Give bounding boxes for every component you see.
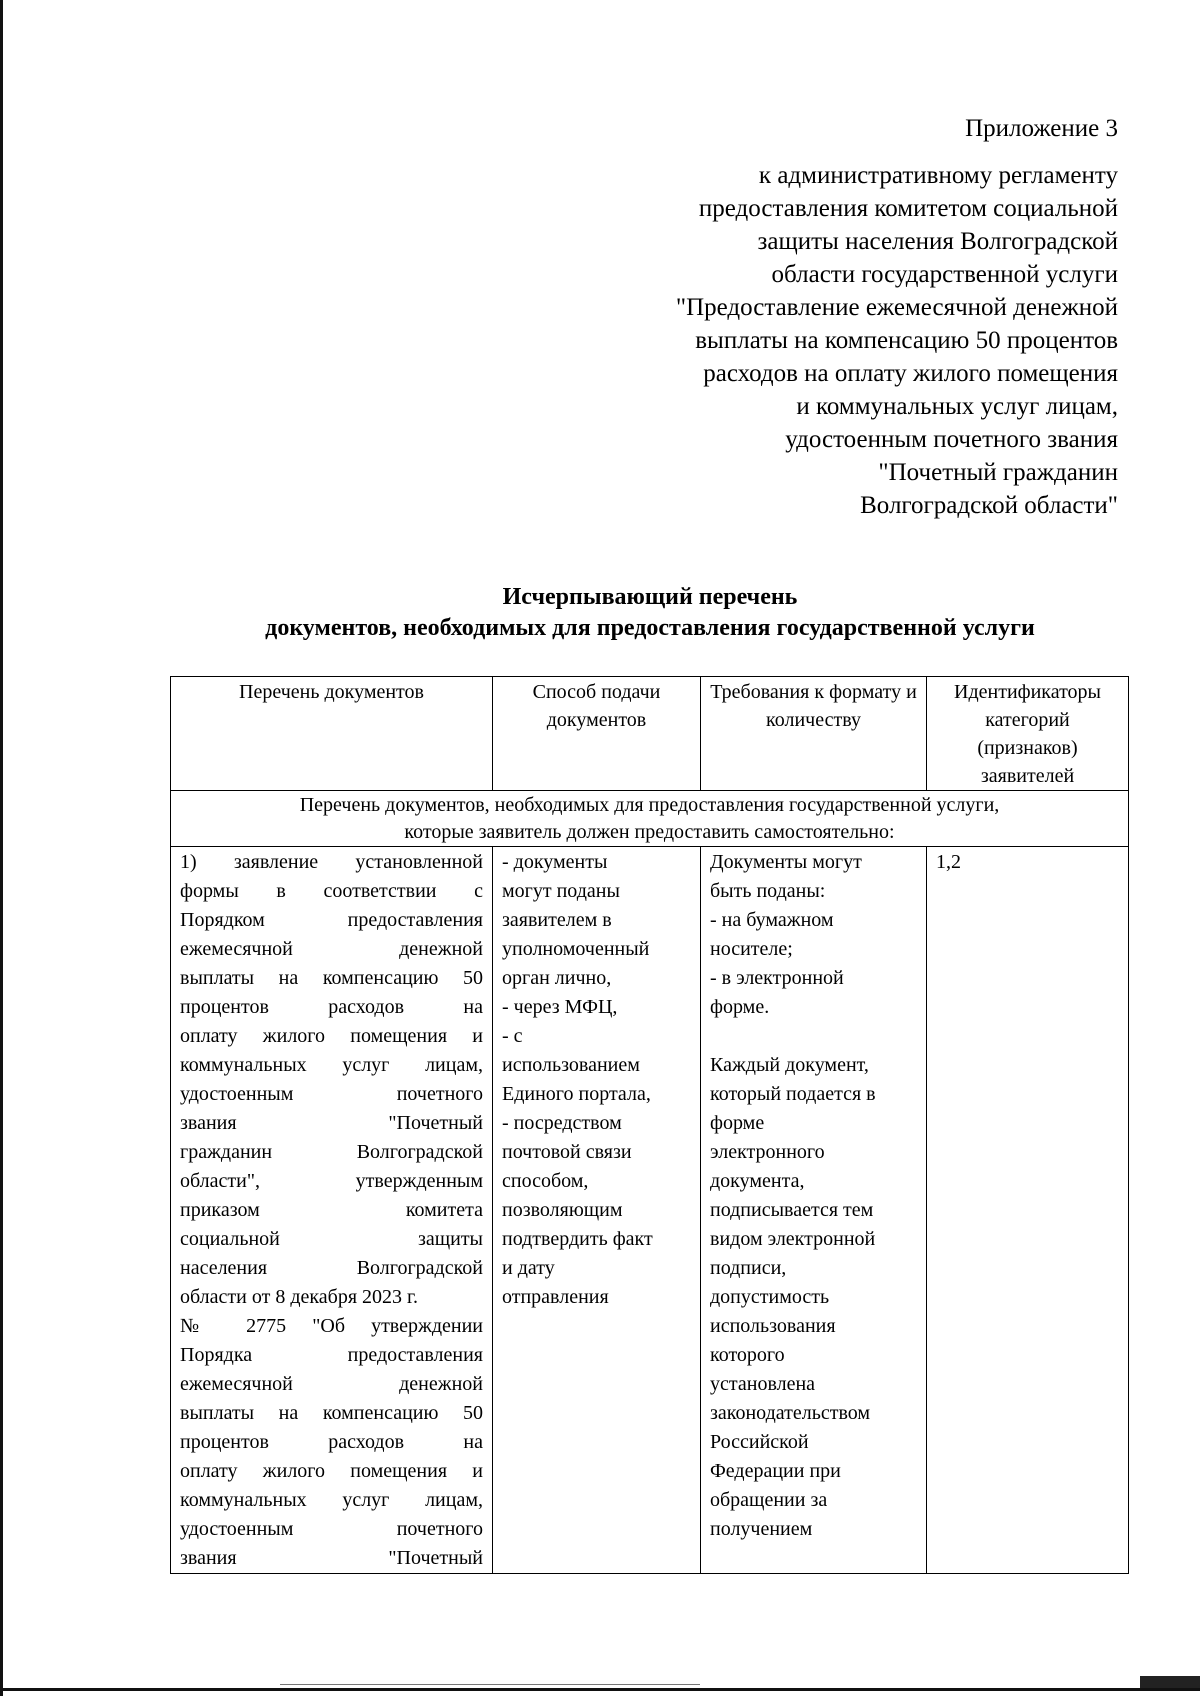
text-line: использования: [710, 1315, 836, 1337]
document-title: [140, 582, 1160, 644]
text-line: формы в соответствии с: [180, 880, 483, 902]
section-caption: [171, 791, 1129, 847]
text-line: населения Волгоградской: [180, 1257, 483, 1279]
text-line: получением: [710, 1518, 813, 1540]
appendix-line: Волгоградской области": [860, 492, 1118, 519]
text-line: - с: [502, 1025, 523, 1047]
text-line: подписи,: [710, 1257, 787, 1279]
header-submission-method: Способ подачи документов: [493, 677, 701, 791]
scan-edge-bottom: [0, 1688, 1200, 1691]
text-line: уполномоченный: [502, 938, 650, 960]
text-line: области", утвержденным: [180, 1170, 483, 1192]
text-line: и дату: [502, 1257, 555, 1279]
text-line: социальной защиты: [180, 1228, 483, 1250]
text-line: документа,: [710, 1170, 805, 1192]
text-line: Федерации при: [710, 1460, 841, 1482]
text-line: допустимость: [710, 1286, 830, 1308]
header-format-requirements: Требования к формату и количеству: [701, 677, 927, 791]
text-line: которого: [710, 1344, 785, 1366]
text-line: выплаты на компенсацию 50: [180, 967, 483, 989]
text-line: установлена: [710, 1373, 816, 1395]
text-line: подписывается тем: [710, 1199, 874, 1221]
appendix-line: "Предоставление ежемесячной денежной: [675, 294, 1118, 321]
text-line: позволяющим: [502, 1199, 623, 1221]
text-line: оплату жилого помещения и: [180, 1460, 483, 1482]
text-line: могут поданы: [502, 880, 620, 902]
text-line: Порядком предоставления: [180, 909, 483, 931]
appendix-line: выплаты на компенсацию 50 процентов: [695, 327, 1118, 354]
text-line: № 2775 "Об утверждении: [180, 1315, 483, 1337]
text-line: способом,: [502, 1170, 589, 1192]
text-line: гражданин Волгоградской: [180, 1141, 483, 1163]
text-line: 1) заявление установленной: [180, 851, 483, 873]
text-line: приказом комитета: [180, 1199, 483, 1221]
text-line: электронного: [710, 1141, 825, 1163]
appendix-line: области государственной услуги: [771, 261, 1118, 288]
text-line: звания "Почетный: [180, 1547, 483, 1569]
text-line: процентов расходов на: [180, 1431, 483, 1453]
text-line: Единого портала,: [502, 1083, 651, 1105]
text-line: Российской: [710, 1431, 809, 1453]
header-applicant-identifiers: Идентификаторы категорий (признаков) заявителей: [927, 677, 1129, 791]
appendix-line: расходов на оплату жилого помещения: [703, 360, 1118, 387]
text-line: Порядка предоставления: [180, 1344, 483, 1366]
appendix-header: [558, 112, 1118, 522]
scan-edge-line: [280, 1684, 700, 1685]
appendix-line: и коммунальных услуг лицам,: [796, 393, 1118, 420]
text-line: использованием: [502, 1054, 640, 1076]
text-line: выплаты на компенсацию 50: [180, 1402, 483, 1424]
scan-edge-left: [0, 0, 3, 1696]
text-line: заявителем в: [502, 909, 612, 931]
table-row: [171, 847, 1129, 1574]
text-line: - документы: [502, 851, 608, 873]
appendix-line: предоставления комитетом социальной: [698, 195, 1118, 222]
text-line: процентов расходов на: [180, 996, 483, 1018]
text-line: ежемесячной денежной: [180, 938, 483, 960]
text-line: носителе;: [710, 938, 793, 960]
section-line-1: Перечень документов, необходимых для предоставления государственной услуги,: [299, 794, 1000, 816]
text-line: - через МФЦ,: [502, 996, 618, 1018]
section-line-2: которые заявитель должен предоставить самостоятельно:: [404, 821, 895, 843]
title-line-2: документов, необходимых для предоставления государственной услуги: [265, 615, 1035, 641]
text-line: законодательством: [710, 1402, 871, 1424]
text-line: почтовой связи: [502, 1141, 632, 1163]
text-line: области от 8 декабря 2023 г.: [180, 1286, 418, 1308]
text-line: удостоенным почетного: [180, 1518, 483, 1540]
text-line: видом электронной: [710, 1228, 876, 1250]
text-line: подтвердить факт: [502, 1228, 653, 1250]
appendix-line: удостоенным почетного звания: [785, 426, 1118, 453]
text-line: отправления: [502, 1286, 609, 1308]
format-requirements-cell: [701, 847, 927, 1574]
documents-table: [170, 676, 1129, 1574]
text-line: - в электронной: [710, 967, 844, 989]
text-line: - посредством: [502, 1112, 622, 1134]
text-line: Документы могут: [710, 851, 862, 873]
scan-edge-corner: [1140, 1676, 1200, 1688]
appendix-line: к административному регламенту: [758, 162, 1118, 189]
text-line: оплату жилого помещения и: [180, 1025, 483, 1047]
text-line: форме: [710, 1112, 765, 1134]
header-documents-list: Перечень документов: [171, 677, 493, 791]
submission-method-cell: [493, 847, 701, 1574]
document-description-cell: [171, 847, 493, 1574]
text-line: звания "Почетный: [180, 1112, 483, 1134]
text-line: ежемесячной денежной: [180, 1373, 483, 1395]
text-line: коммунальных услуг лицам,: [180, 1489, 483, 1511]
title-line-1: Исчерпывающий перечень: [502, 584, 798, 610]
text-line: быть поданы:: [710, 880, 826, 902]
applicant-identifiers-cell: 1,2: [927, 847, 1129, 1574]
table-section-row: [171, 791, 1129, 847]
text-line: коммунальных услуг лицам,: [180, 1054, 483, 1076]
text-line: орган лично,: [502, 967, 612, 989]
text-line: форме.: [710, 996, 770, 1018]
text-line: удостоенным почетного: [180, 1083, 483, 1105]
paragraph-gap: [710, 1022, 917, 1051]
appendix-line: "Почетный гражданин: [878, 459, 1118, 486]
text-line: - на бумажном: [710, 909, 834, 931]
text-line: который подается в: [710, 1083, 876, 1105]
text-line: обращении за: [710, 1489, 828, 1511]
text-line: Каждый документ,: [710, 1054, 869, 1076]
appendix-number: Приложение 3: [965, 115, 1118, 142]
table-header-row: [171, 677, 1129, 791]
appendix-line: защиты населения Волгоградской: [757, 228, 1118, 255]
